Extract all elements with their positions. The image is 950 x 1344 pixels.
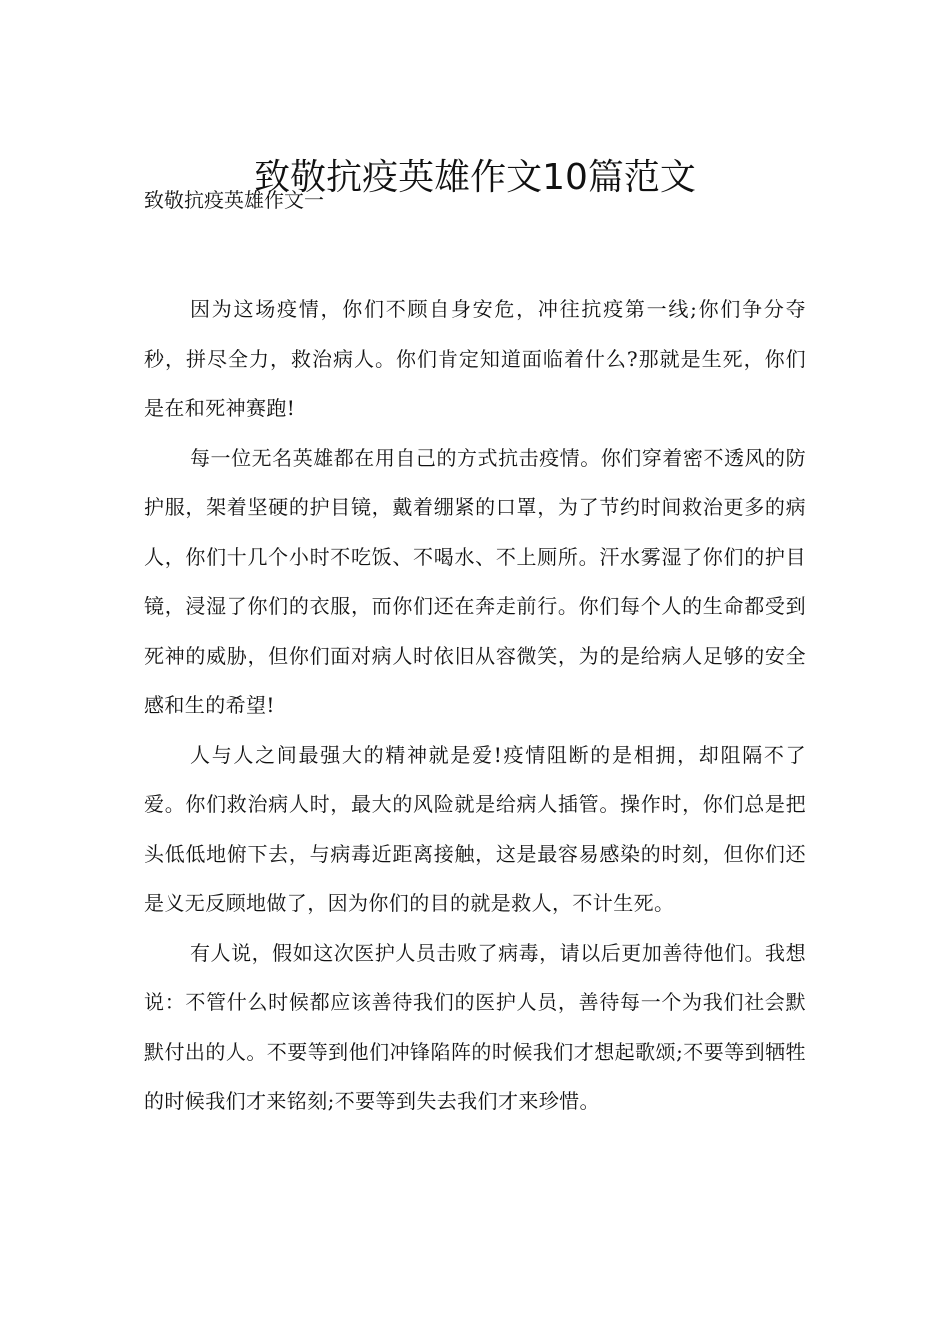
document-body	[144, 285, 806, 1127]
document-title: 致敬抗疫英雄作文10篇范文	[254, 157, 696, 199]
paragraph-3: 人与人之间最强大的精神就是爱!疫情阻断的是相拥，却阻隔不了爱。你们救治病人时，最大的风险就是给病人插管。操作时，你们总是把头低低地俯下去，与病毒近距离接触，这是最容易感染的时刻，但你们还是义无反顾地做了，因为你们的目的就是救人，不计生死。	[144, 742, 806, 915]
section-heading: 致敬抗疫英雄作文一	[144, 188, 324, 212]
paragraph-2: 每一位无名英雄都在用自己的方式抗击疫情。你们穿着密不透风的防护服，架着坚硬的护目镜，戴着绷紧的口罩，为了节约时间救治更多的病人，你们十几个小时不吃饭、不喝水、不上厕所。汗水雾湿了你们的护目镜，浸湿了你们的衣服，而你们还在奔走前行。你们每个人的生命都受到死神的威胁，但你们面对病人时依旧从容微笑，为的是给病人足够的安全感和生的希望!	[144, 445, 806, 717]
paragraph-1: 因为这场疫情，你们不顾自身安危，冲往抗疫第一线;你们争分夺秒，拼尽全力，救治病人。你们肯定知道面临着什么?那就是生死，你们是在和死神赛跑!	[144, 297, 806, 420]
paragraph-4: 有人说，假如这次医护人员击败了病毒，请以后更加善待他们。我想说：不管什么时候都应该善待我们的医护人员，善待每一个为我们社会默默付出的人。不要等到他们冲锋陷阵的时候我们才想起歌颂;不要等到牺牲的时候我们才来铭刻;不要等到失去我们才来珍惜。	[144, 940, 806, 1113]
